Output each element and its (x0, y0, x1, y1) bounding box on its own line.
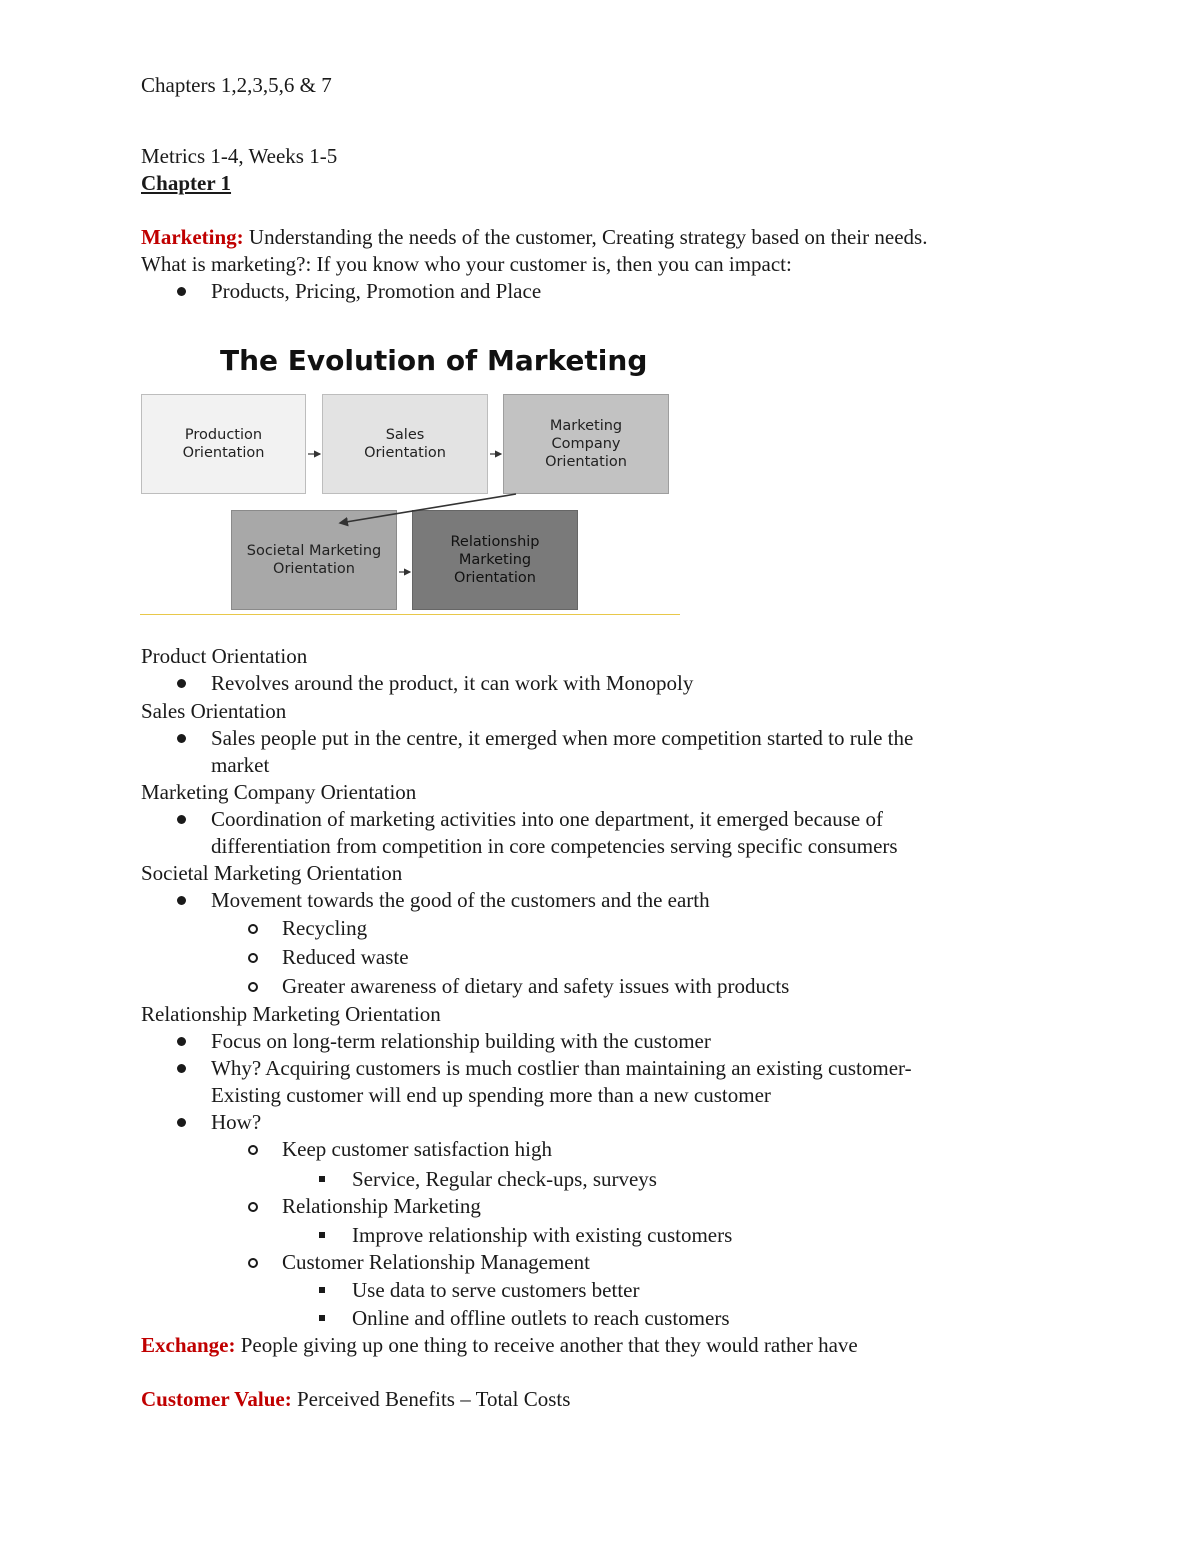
exchange-term: Exchange: (141, 1333, 236, 1357)
arrow-3 (340, 494, 516, 523)
box-production-orientation: Production Orientation (141, 394, 306, 494)
sales-orientation-heading: Sales Orientation (141, 699, 287, 723)
relationship-sub-3b: Online and offline outlets to reach customers (352, 1306, 730, 1330)
relationship-orientation-heading: Relationship Marketing Orientation (141, 1002, 441, 1026)
box-societal-marketing-orientation: Societal Marketing Orientation (231, 510, 397, 610)
societal-sub-1: Recycling (282, 916, 368, 940)
relationship-bullet-2-cont: Existing customer will end up spending more than a new customer (211, 1083, 771, 1107)
relationship-sub-3: Customer Relationship Management (282, 1250, 590, 1274)
exchange-definition: People giving up one thing to receive another that they would rather have (235, 1333, 858, 1357)
customer-value-definition: Perceived Benefits – Total Costs (291, 1387, 571, 1411)
company-bullet-cont: differentiation from competition in core competencies serving specific consumers (211, 834, 898, 858)
diagram-title: The Evolution of Marketing (220, 344, 648, 377)
relationship-bullet-3: How? (211, 1110, 262, 1134)
relationship-sub-3a: Use data to serve customers better (352, 1278, 640, 1302)
societal-bullet: Movement towards the good of the customers and the earth (211, 888, 710, 912)
evolution-diagram (140, 330, 685, 620)
sales-bullet: Sales people put in the centre, it emerged when more competition started to rule the (211, 726, 914, 750)
box-sales-orientation: Sales Orientation (322, 394, 488, 494)
sales-bullet-cont: market (211, 753, 270, 777)
company-orientation-heading: Marketing Company Orientation (141, 780, 417, 804)
marketing-definition-line (141, 224, 927, 251)
relationship-sub-1: Keep customer satisfaction high (282, 1137, 553, 1161)
marketing-question: What is marketing?: If you know who your customer is, then you can impact: (141, 252, 792, 276)
marketing-definition: Understanding the needs of the customer, Creating strategy based on their needs. (243, 225, 928, 249)
box-marketing-company-orientation: Marketing Company Orientation (503, 394, 669, 494)
product-orientation-heading: Product Orientation (141, 644, 308, 668)
diagram-arrows (140, 330, 685, 620)
product-bullet: Revolves around the product, it can work with Monopoly (211, 671, 694, 695)
box-relationship-marketing-orientation: Relationship Marketing Orientation (412, 510, 578, 610)
marketing-bullet: Products, Pricing, Promotion and Place (211, 279, 542, 303)
company-bullet: Coordination of marketing activities into one department, it emerged because of (211, 807, 883, 831)
exchange-line (141, 1332, 858, 1359)
relationship-sub-1a: Service, Regular check-ups, surveys (352, 1167, 657, 1191)
societal-sub-3: Greater awareness of dietary and safety issues with products (282, 974, 790, 998)
chapter-heading: Chapter 1 (141, 171, 232, 195)
relationship-bullet-2: Why? Acquiring customers is much costlier than maintaining an existing customer- (211, 1056, 912, 1080)
relationship-sub-2: Relationship Marketing (282, 1194, 481, 1218)
chapters-line: Chapters 1,2,3,5,6 & 7 (141, 73, 332, 97)
relationship-sub-2a: Improve relationship with existing customers (352, 1223, 733, 1247)
marketing-term: Marketing: (141, 225, 244, 249)
societal-orientation-heading: Societal Marketing Orientation (141, 861, 403, 885)
customer-value-term: Customer Value: (141, 1387, 292, 1411)
metrics-line: Metrics 1-4, Weeks 1-5 (141, 144, 338, 168)
customer-value-line (141, 1386, 570, 1413)
relationship-bullet-1: Focus on long-term relationship building with the customer (211, 1029, 711, 1053)
diagram-divider (140, 614, 680, 615)
societal-sub-2: Reduced waste (282, 945, 409, 969)
